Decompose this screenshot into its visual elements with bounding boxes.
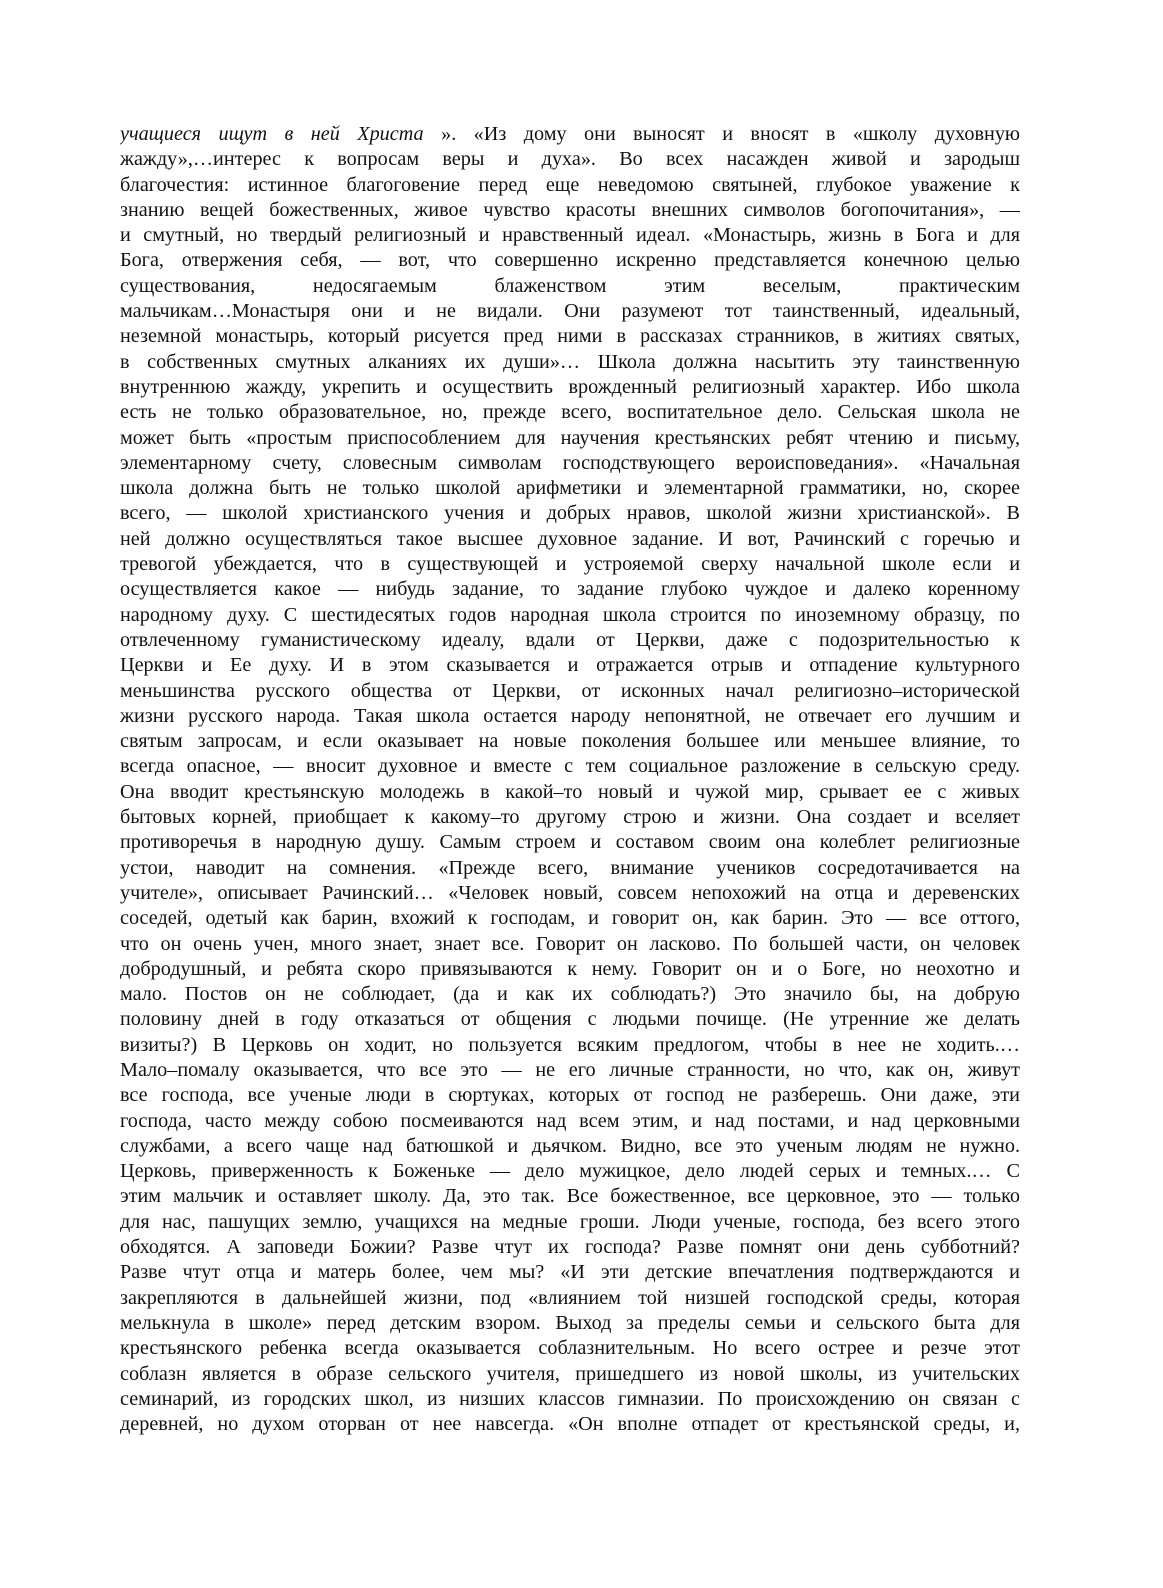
text-line: мальчикам…Монастыря они и не видали. Они разумеют тот таинственный, идеальный, bbox=[120, 300, 1020, 323]
italic-phrase: учащиеся ищут в ней Христа bbox=[120, 123, 424, 145]
text-line: для нас, пашущих землю, учащихся на медные гроши. Люди ученые, господа, без всего этого bbox=[120, 1210, 1020, 1233]
text-line: противоречья в народную душу. Самым строем и составом своим она колеблет религиозные bbox=[120, 831, 1020, 854]
text-line: осуществляется какое — нибудь задание, то задание глубоко чуждое и далеко коренному bbox=[120, 578, 1020, 601]
text-line: всего, — школой христианского учения и добрых нравов, школой жизни христианской». В bbox=[120, 502, 1020, 525]
text-line: всегда опасное, — вносит духовное и вместе с тем социальное разложение в сельскую среду. bbox=[120, 755, 1020, 778]
text-line: закрепляются в дальнейшей жизни, под «влиянием той низшей господской среды, которая bbox=[120, 1286, 1020, 1309]
text-line: половину дней в году отказаться от общения с людьми почище. (Не утренние же делать bbox=[120, 1008, 1020, 1031]
text-line: святым запросам, и если оказывает на новые поколения большее или меньшее влияние, то bbox=[120, 730, 1020, 753]
text-line: знанию вещей божественных, живое чувство красоты внешних символов богопочитания», — bbox=[120, 198, 1020, 221]
text-line: деревней, но духом оторван от нее навсегда. «Он вполне отпадет от крестьянской среды, и, bbox=[120, 1413, 1020, 1436]
text-line: внутреннюю жажду, укрепить и осуществить врожденный религиозный характер. Ибо школа bbox=[120, 375, 1020, 398]
text-line: службами, а всего чаще над батюшкой и дьячком. Видно, все это ученым людям не нужно. bbox=[120, 1134, 1020, 1157]
text-line: Мало–помалу оказывается, что все это — не его личные странности, но что, как он, живут bbox=[120, 1058, 1020, 1081]
text-line: семинарий, из городских школ, из низших классов гимназии. По происхождению он связан с bbox=[120, 1387, 1020, 1410]
text-line: жажду»,…интерес к вопросам веры и духа». Во всех насажден живой и зародыш bbox=[120, 148, 1020, 171]
text-line: народному духу. С шестидесятых годов народная школа строится по иноземному образцу, по bbox=[120, 603, 1020, 626]
text-line: Церкви и Ее духу. И в этом сказывается и отражается отрыв и отпадение культурного bbox=[120, 654, 1020, 677]
text-line: элементарному счету, словесным символам господствующего вероисповедания». «Начальная bbox=[120, 451, 1020, 474]
text-line: соседей, одетый как барин, вхожий к господам, и говорит он, как барин. Это — все оттого, bbox=[120, 907, 1020, 930]
text-line: Бога, отвержения себя, — вот, что совершенно искренно представляется конечною целью bbox=[120, 249, 1020, 272]
text-line: благочестия: истинное благоговение перед еще неведомою святыней, глубокое уважение к bbox=[120, 173, 1020, 196]
text-line: обходятся. А заповеди Божии? Разве чтут их господа? Разве помнят они день субботний? bbox=[120, 1236, 1020, 1259]
text-line: добродушный, и ребята скоро привязываются к нему. Говорит он и о Боге, но неохотно и bbox=[120, 957, 1020, 980]
text-line: бытовых корней, приобщает к какому–то другому строю и жизни. Она создает и вселяет bbox=[120, 806, 1020, 829]
text-line: ней должно осуществляться такое высшее духовное задание. И вот, Рачинский с горечью и bbox=[120, 527, 1020, 550]
text-line: жизни русского народа. Такая школа остается народу непонятной, не отвечает его лучшим и bbox=[120, 704, 1020, 727]
text-line: тревогой убеждается, что в существующей и устрояемой сверху начальной школе если и bbox=[120, 553, 1020, 576]
body-text bbox=[120, 122, 1020, 1437]
text-line: все господа, все ученые люди в сюртуках, которых от господ не разберешь. Они даже, эти bbox=[120, 1084, 1020, 1107]
text-line: крестьянского ребенка всегда оказывается соблазнительным. Но всего острее и резче этот bbox=[120, 1337, 1020, 1360]
text-line: мало. Постов он не соблюдает, (да и как их соблюдать?) Это значило бы, на добрую bbox=[120, 983, 1020, 1006]
text-line: меньшинства русского общества от Церкви, от исконных начал религиозно–исторической bbox=[120, 679, 1020, 702]
text-line: школа должна быть не только школой арифметики и элементарной грамматики, но, скорее bbox=[120, 477, 1020, 500]
text-line: в собственных смутных алканиях их души»… Школа должна насытить эту таинственную bbox=[120, 350, 1020, 373]
text-line: может быть «простым приспособлением для научения крестьянских ребят чтению и письму, bbox=[120, 426, 1020, 449]
text-line: мелькнула в школе» перед детским взором. Выход за пределы семьи и сельского быта для bbox=[120, 1311, 1020, 1334]
text-line: учителе», описывает Рачинский… «Человек новый, совсем непохожий на отца и деревенских bbox=[120, 881, 1020, 904]
text-line: есть не только образовательное, но, прежде всего, воспитательное дело. Сельская школа не bbox=[120, 401, 1020, 424]
text-line-1-rest: ». «Из дому они выносят и вносят в «школу духовную bbox=[423, 123, 1020, 145]
text-line: Она вводит крестьянскую молодежь в какой–то новый и чужой мир, срывает ее с живых bbox=[120, 780, 1020, 803]
text-line: неземной монастырь, который рисуется пред ними в рассказах странников, в житиях святых, bbox=[120, 325, 1020, 348]
text-line: этим мальчик и оставляет школу. Да, это так. Все божественное, все церковное, это — только bbox=[120, 1185, 1020, 1208]
text-line: Разве чтут отца и матерь более, чем мы? «И эти детские впечатления подтверждаются и bbox=[120, 1261, 1020, 1284]
text-line: Церковь, приверженность к Боженьке — дело мужицкое, дело людей серых и темных.… С bbox=[120, 1160, 1020, 1183]
text-line: что он очень учен, много знает, знает все. Говорит он ласково. По большей части, он человек bbox=[120, 932, 1020, 955]
text-line: соблазн является в образе сельского учителя, пришедшего из новой школы, из учительских bbox=[120, 1362, 1020, 1385]
text-line: господа, часто между собою посмеиваются над всем этим, и над постами, и над церковными bbox=[120, 1109, 1020, 1132]
text-line: визиты?) В Церковь он ходит, но пользуется всяким предлогом, чтобы в нее не ходить.… bbox=[120, 1033, 1020, 1056]
text-line-1 bbox=[120, 122, 1020, 147]
text-line: устои, наводит на сомнения. «Прежде всего, внимание учеников сосредотачивается на bbox=[120, 856, 1020, 879]
text-line: существования, недосягаемым блаженством этим веселым, практическим bbox=[120, 274, 1020, 297]
text-line: и смутный, но твердый религиозный и нравственный идеал. «Монастырь, жизнь в Бога и для bbox=[120, 224, 1020, 247]
text-line: отвлеченному гуманистическому идеалу, вдали от Церкви, даже с подозрительностью к bbox=[120, 628, 1020, 651]
